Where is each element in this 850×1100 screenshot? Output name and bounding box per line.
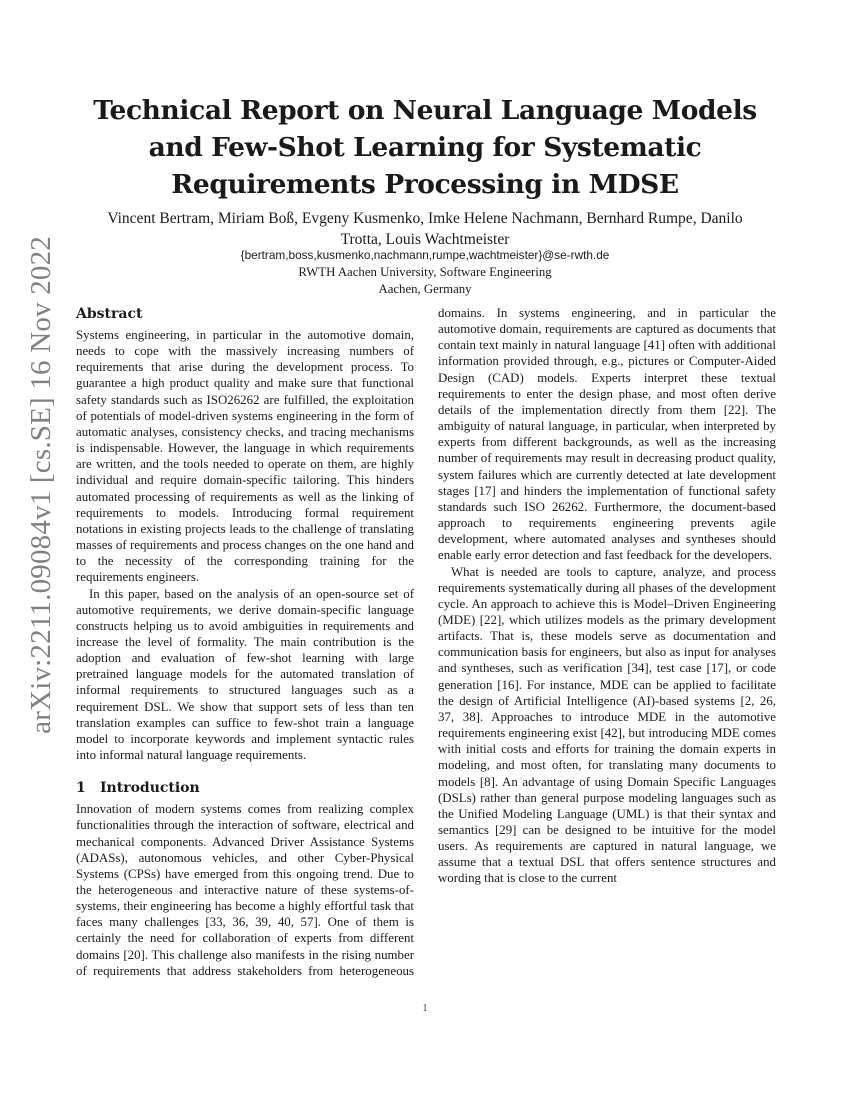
left-column — [76, 305, 414, 979]
abstract-paragraph-1: Systems engineering, in particular in the automotive domain, needs to cope with the massively increasing numbers of requirements that arise during the development process. To guarantee a high product quality and make sure that functional safety standards such as ISO26262 are fulfilled, the exploitation of potentials of model-driven systems engineering in the form of automatic analyses, consistency checks, and tracing mechanisms is indispensable. However, the language in which requirements are written, and the tools needed to operate on them, are highly individual and require domain-specific tailoring. This hinders automated processing of requirements as well as the linking of requirements to models. Introducing formal requirement notations in existing projects leads to the challenge of translating masses of requirements and process changes on the one hand and to the necessity of the corresponding training for the requirements engineers. — [76, 328, 414, 585]
page-number: 1 — [422, 1003, 428, 1014]
location: Aachen, Germany — [378, 282, 472, 296]
author-emails: {bertram,boss,kusmenko,nachmann,rumpe,wachtmeister}@se-rwth.de — [240, 248, 610, 262]
introduction-paragraph-1-start: Innovation of modern systems comes from realizing complex functionalities through the interaction of software, electrical and mechanical components. Advanced Driver Assistance Systems (ADASs), autonomous vehicles, and other Cyber-Physical Systems (CPSs) have emerged from this ongoing trend. Due to the heterogeneous and interactive nature of these systems-of-systems, their engineering has become a highly effortful task that faces many challenges [33, 36, 39, 40, 57]. One of them is certainly the need for collaboration of experts from different domains [20]. This challenge also manifests in the rising number of requirements that address stakeholders from heterogeneous — [76, 802, 414, 978]
paper-title: Technical Report on Neural Language Models and Few-Shot Learning for Systematic Requirements Processing in MDSE — [93, 95, 757, 200]
introduction-paragraph-2: What is needed are tools to capture, analyze, and process requirements systematically during all phases of the development cycle. An approach to achieve this is Model–Driven Engineering (MDE) [22], which utilizes models as the primary development artifacts. That is, these models serve as documentation and communication basis for engineers, but also as input for analyses and syntheses, such as verification [34], test case [17], or code generation [16]. For instance, MDE can be applied to facilitate the design of Artificial Intelligence (AI)-based systems [2, 26, 37, 38]. Approaches to introduce MDE in the automotive requirements engineering exist [42], but introducing MDE comes with initial costs and efforts for training the domain experts in modeling, and most often, for translating many documents to models [8]. An advantage of using Domain Specific Languages (DSLs) rather than general purpose modeling languages such as the Unified Modeling Language (UML) is that their syntax and semantics [29] can be designed to be intuitive for the model users. As requirements are captured in natural language, we assume that a textual DSL that offers sentence structures and wording that is close to the current — [438, 564, 776, 886]
introduction-paragraph-1-continued: domains. In systems engineering, and in particular the automotive domain, requirements are captured as documents that contain text mainly in natural language [41] often with additional information provided through, e.g., pictures or Computer-Aided Design (CAD) models. Experts interpret these textual requirements to enter the design phase, and most often derive details of the implementation directly from them [22]. The ambiguity of natural language, in particular, when interpreted by experts from different backgrounds, as well as the increasing number of requirements may result in decreasing product quality, system failures which are currently detected at late development stages [17] and hinders the implementation of functional safety standards such ISO 26262. Furthermore, the document-based approach to requirements engineering prevents agile development, where automated analyses and syntheses should enable early error detection and fast feedback for the developers. — [438, 306, 776, 563]
arxiv-id-text: arXiv:2211.09084v1 [cs.SE] 16 Nov 2022 — [24, 236, 57, 734]
abstract-heading: Abstract — [76, 306, 143, 322]
section-title: Introduction — [100, 780, 200, 797]
institution: RWTH Aachen University, Software Engineering — [298, 265, 552, 279]
arxiv-identifier — [19, 236, 63, 734]
section-number: 1 — [76, 780, 86, 797]
right-column — [438, 305, 776, 887]
introduction-heading — [76, 779, 414, 797]
affiliation-block — [120, 247, 730, 298]
abstract-paragraph-2: In this paper, based on the analysis of an open-source set of automotive requirements, we derive domain-specific language constructs helping us to avoid ambiguities in requirements and increase the level of formality. The main contribution is the adoption and evaluation of few-shot learning with large pretrained language models for the automated translation of informal requirements to structured languages such as a requirement DSL. We show that support sets of less than ten translation examples can suffice to few-shot train a language model to incorporate keywords and implement syntactic rules into informal natural language requirements. — [76, 586, 414, 763]
author-list: Vincent Bertram, Miriam Boß, Evgeny Kusmenko, Imke Helene Nachmann, Bernhard Rumpe, Danilo Trotta, Louis Wachtmeister — [107, 210, 743, 248]
